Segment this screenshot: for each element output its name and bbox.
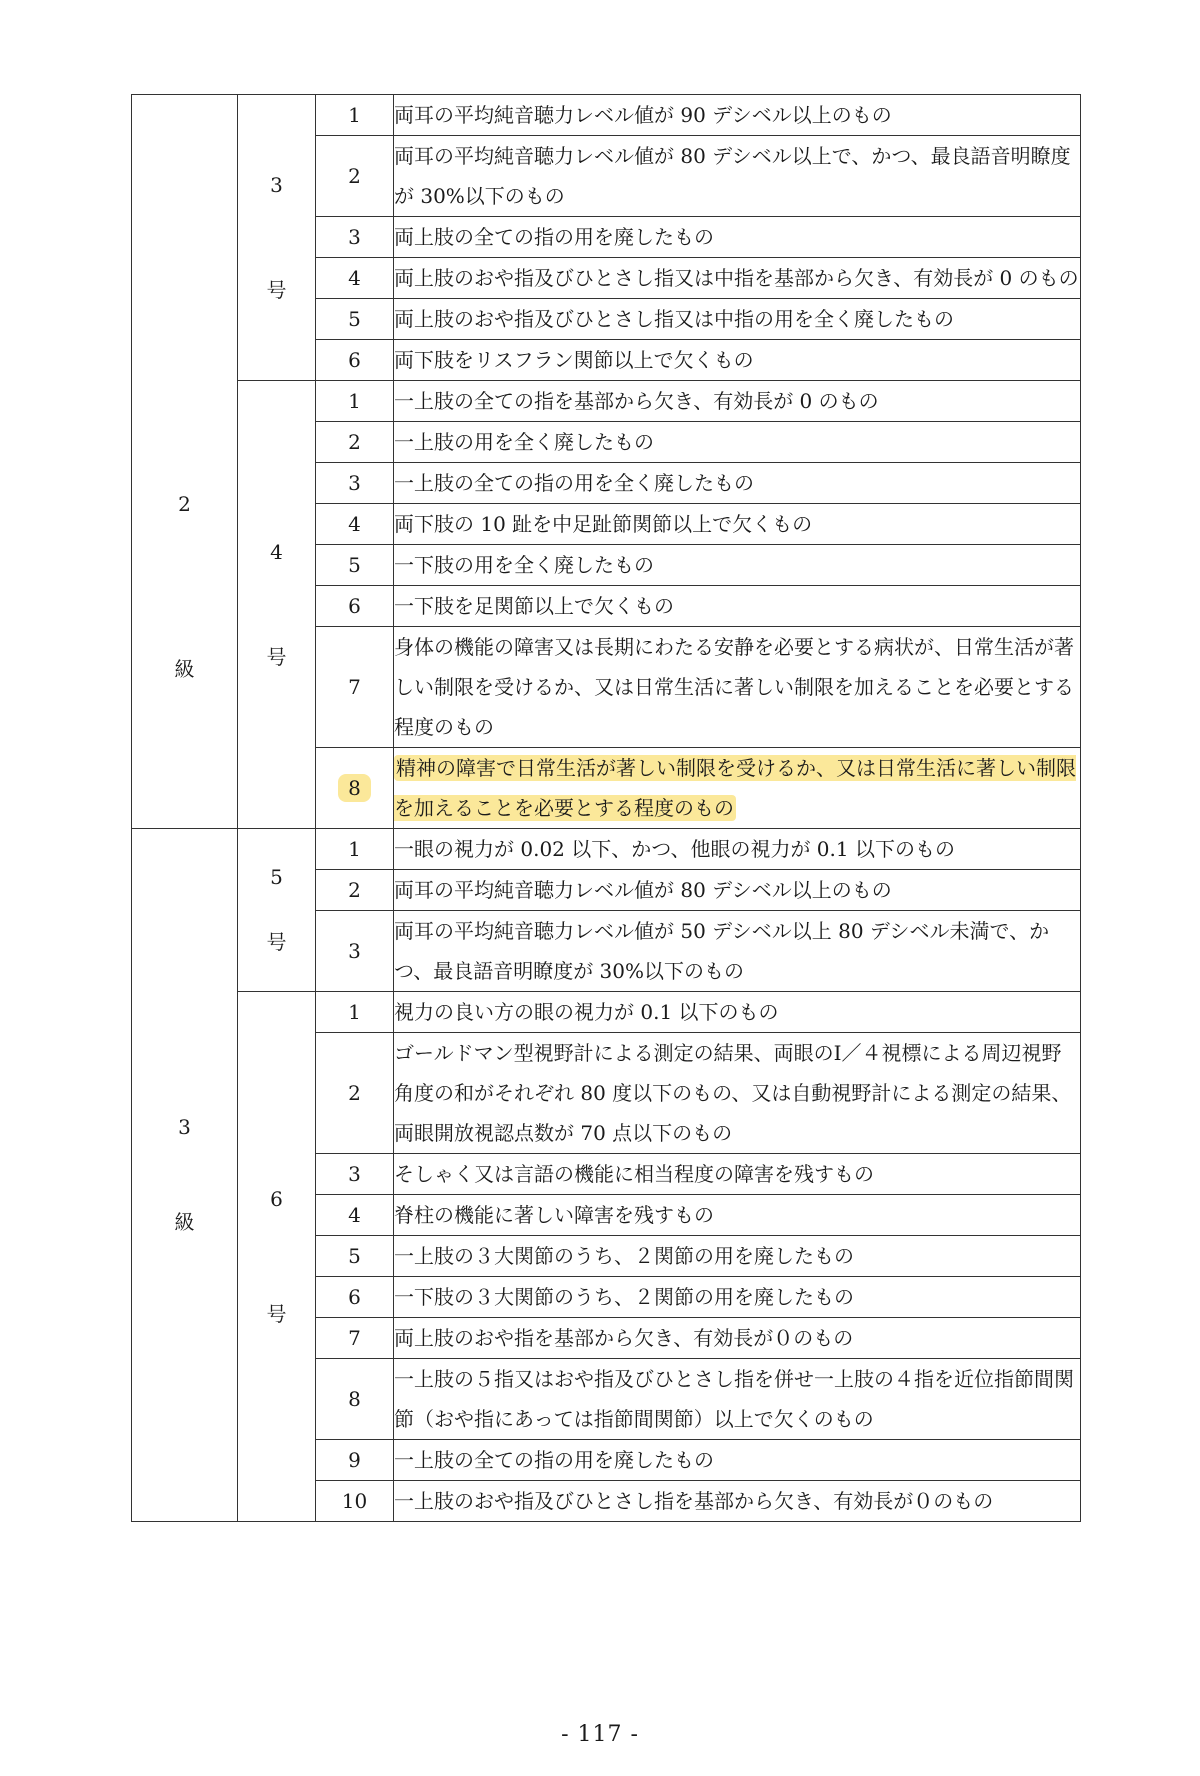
item-number: 6: [316, 1277, 394, 1318]
item-number: 1: [316, 992, 394, 1033]
gou-number: 6: [270, 1186, 283, 1211]
item-number: 2: [316, 870, 394, 911]
item-number: 1: [316, 95, 394, 136]
item-number: 3: [316, 1154, 394, 1195]
item-description: 両上肢のおや指及びひとさし指又は中指を基部から欠き、有効長が 0 のもの: [394, 258, 1081, 299]
item-number: 2: [316, 1033, 394, 1154]
item-number: 1: [316, 829, 394, 870]
item-number: 1: [316, 381, 394, 422]
item-number: 7: [316, 1318, 394, 1359]
gou-label: 号: [266, 644, 287, 669]
gou-number: 5: [270, 865, 283, 889]
item-number: 10: [316, 1481, 394, 1522]
gou-6-cell: [238, 992, 316, 1522]
item-description: 両耳の平均純音聴力レベル値が 80 デシベル以上で、かつ、最良語音明瞭度が 30%以下のもの: [394, 136, 1081, 217]
item-number: 5: [316, 299, 394, 340]
item-number: 3: [316, 911, 394, 992]
item-description: 両下肢の 10 趾を中足趾節関節以上で欠くもの: [394, 504, 1081, 545]
gou-4-cell: [238, 381, 316, 829]
item-description: 一上肢のおや指及びひとさし指を基部から欠き、有効長が０のもの: [394, 1481, 1081, 1522]
item-description: 両耳の平均純音聴力レベル値が 50 デシベル以上 80 デシベル未満で、かつ、最良語音明瞭度が 30%以下のもの: [394, 911, 1081, 992]
item-number: 3: [316, 463, 394, 504]
item-description: 両上肢のおや指を基部から欠き、有効長が０のもの: [394, 1318, 1081, 1359]
grade-number: 2: [178, 491, 191, 516]
item-description: 両上肢のおや指及びひとさし指又は中指の用を全く廃したもの: [394, 299, 1081, 340]
item-number: 5: [316, 545, 394, 586]
item-description: 両下肢をリスフラン関節以上で欠くもの: [394, 340, 1081, 381]
gou-number: 4: [270, 539, 283, 564]
item-description: ゴールドマン型視野計による測定の結果、両眼のⅠ／４視標による周辺視野角度の和がそれぞれ 80 度以下のもの、又は自動視野計による測定の結果、両眼開放視認点数が 70 点以下のもの: [394, 1033, 1081, 1154]
gou-5-cell: [238, 829, 316, 992]
item-description: 一上肢の全ての指を基部から欠き、有効長が 0 のもの: [394, 381, 1081, 422]
item-description: 視力の良い方の眼の視力が 0.1 以下のもの: [394, 992, 1081, 1033]
gou-label: 号: [266, 1301, 287, 1326]
item-description: 一下肢の３大関節のうち、２関節の用を廃したもの: [394, 1277, 1081, 1318]
item-description: 脊柱の機能に著しい障害を残すもの: [394, 1195, 1081, 1236]
item-description: そしゃく又は言語の機能に相当程度の障害を残すもの: [394, 1154, 1081, 1195]
item-number: 3: [316, 217, 394, 258]
table-row: [132, 381, 1081, 422]
page-number: - 117 -: [561, 1722, 639, 1747]
item-description: 一上肢の３大関節のうち、２関節の用を廃したもの: [394, 1236, 1081, 1277]
table-row: [132, 95, 1081, 136]
gou-3-cell: [238, 95, 316, 381]
table-row: [132, 829, 1081, 870]
grade-number: 3: [178, 1115, 191, 1139]
item-number: 4: [316, 504, 394, 545]
item-description: 両上肢の全ての指の用を廃したもの: [394, 217, 1081, 258]
item-description: 一上肢の全ての指の用を廃したもの: [394, 1440, 1081, 1481]
table-row: [132, 992, 1081, 1033]
item-number: 2: [316, 136, 394, 217]
item-number: 6: [316, 340, 394, 381]
item-number: 2: [316, 422, 394, 463]
item-description: 両耳の平均純音聴力レベル値が 80 デシベル以上のもの: [394, 870, 1081, 911]
grade-2-cell: [132, 95, 238, 829]
grade-label: 級: [174, 1210, 195, 1234]
item-number: 8: [316, 1359, 394, 1440]
item-number-highlighted: 8: [338, 774, 371, 802]
item-description: 一上肢の５指又はおや指及びひとさし指を併せ一上肢の４指を近位指節間関節（おや指にあっては指節間関節）以上で欠くのもの: [394, 1359, 1081, 1440]
item-description: 両耳の平均純音聴力レベル値が 90 デシベル以上のもの: [394, 95, 1081, 136]
disability-grade-table: [131, 94, 1081, 1522]
item-number: 4: [316, 258, 394, 299]
item-number: 7: [316, 627, 394, 748]
item-number: 9: [316, 1440, 394, 1481]
item-description: 一下肢の用を全く廃したもの: [394, 545, 1081, 586]
gou-number: 3: [270, 172, 283, 197]
grade-3-cell: [132, 829, 238, 1522]
gou-label: 号: [266, 930, 287, 954]
item-number: 5: [316, 1236, 394, 1277]
item-number: 4: [316, 1195, 394, 1236]
item-number: 6: [316, 586, 394, 627]
item-description: 一眼の視力が 0.02 以下、かつ、他眼の視力が 0.1 以下のもの: [394, 829, 1081, 870]
item-description: 一下肢を足関節以上で欠くもの: [394, 586, 1081, 627]
item-description: 一上肢の全ての指の用を全く廃したもの: [394, 463, 1081, 504]
item-description-highlighted: 精神の障害で日常生活が著しい制限を受けるか、又は日常生活に著しい制限を加えることを必要とする程度のもの: [394, 756, 1076, 820]
item-description: 一上肢の用を全く廃したもの: [394, 422, 1081, 463]
gou-label: 号: [266, 277, 287, 302]
item-description: 身体の機能の障害又は長期にわたる安静を必要とする病状が、日常生活が著しい制限を受けるか、又は日常生活に著しい制限を加えることを必要とする程度のもの: [394, 627, 1081, 748]
grade-label: 級: [174, 656, 195, 681]
